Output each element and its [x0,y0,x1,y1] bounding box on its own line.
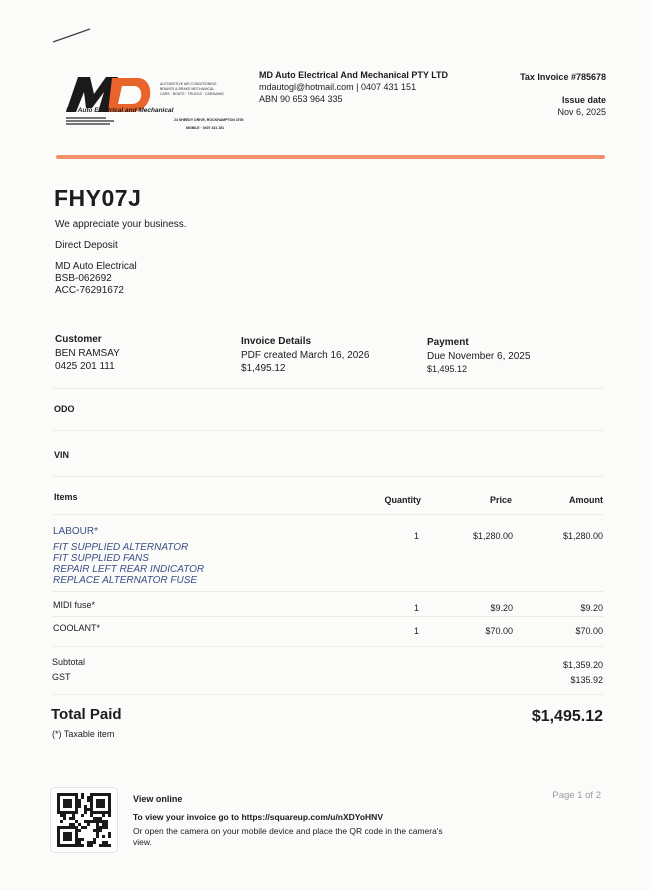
line-item-name: LABOUR* [53,526,99,537]
details-heading: Invoice Details [241,336,312,347]
divider [52,646,604,647]
col-items-header: Items [54,492,78,502]
col-price-header: Price [489,495,512,505]
issue-date-label: Issue date [561,95,606,105]
company-name: MD Auto Electrical And Mechanical PTY LTD [259,70,449,80]
line-item-qty: 1 [414,626,420,636]
qr-module [102,814,105,817]
subtotal-label: Subtotal [52,657,86,667]
line-item-qty: 1 [414,531,420,541]
divider [52,591,604,592]
qr-module [108,835,111,838]
deposit-heading: Direct Deposit [55,240,118,251]
header-divider [56,155,605,159]
line-item-notes [53,542,204,586]
qr-module [63,817,66,820]
divider [52,388,604,389]
logo-address: 24 SHEEDY DRIVE, ROCKHAMPTON 4700 [174,118,244,122]
qr-module [69,805,72,808]
line-item-amount: $70.00 [575,626,603,636]
qr-module [87,823,90,826]
qr-module [81,838,84,841]
divider [52,514,604,515]
customer-heading: Customer [55,334,102,345]
qr-module [102,835,105,838]
logo-tagline-1: AUTOMOTIVE AIR CONDITIONING [160,82,217,86]
qr-module [78,805,81,808]
divider [52,476,604,477]
line-item-amount: $9.20 [580,603,603,613]
company-logo [62,74,244,136]
total-label: Total Paid [51,706,122,723]
qr-module [96,835,99,838]
vehicle-plate: FHY07J [54,185,142,211]
details-created: PDF created March 16, 2026 [241,350,370,361]
payment-amount: $1,495.12 [427,364,468,374]
qr-module [90,844,93,847]
qr-module [60,820,63,823]
deposit-account-name: MD Auto Electrical [55,261,137,272]
logo-mobile: MOBILE · 0407 431 151 [186,126,225,130]
gst-label: GST [52,672,71,682]
deposit-acc: ACC-76291672 [55,285,124,296]
line-item-name: MIDI fuse* [53,600,96,610]
line-item-note: REPLACE ALTERNATOR FUSE [53,575,198,586]
gst-value: $135.92 [570,675,603,685]
customer-name: BEN RAMSAY [55,348,120,359]
logo-name: MD Auto Electrical and Mechanical [66,107,174,114]
logo-fineprint [66,116,116,128]
line-item-price: $1,280.00 [472,531,513,541]
qr-module [99,829,102,832]
qr-module [81,814,84,817]
company-contact: mdautogl@hotmail.com | 0407 431 151 [259,82,417,92]
qr-module [108,814,111,817]
page-number: Page 1 of 2 [552,790,601,801]
logo-tagline-2: BRAKES & BRAKE MECHANICAL [160,87,215,91]
payment-heading: Payment [427,337,469,348]
qr-module [102,805,105,808]
qr-module [108,844,111,847]
line-item-note: FIT SUPPLIED FANS [53,553,149,564]
qr-module [78,829,81,832]
line-item-price: $70.00 [485,626,513,636]
odo-label: ODO [54,404,75,414]
line-item-note: REPAIR LEFT REAR INDICATOR [53,564,205,575]
subtotal-value: $1,359.20 [562,660,603,670]
deposit-bsb: BSB-062692 [55,273,112,284]
line-item-name: COOLANT* [53,623,101,633]
line-item-price: $9.20 [490,603,513,613]
line-item-amount: $1,280.00 [562,531,603,541]
thanks-note: We appreciate your business. [55,219,187,230]
company-abn: ABN 90 653 964 335 [259,94,343,104]
logo-tagline-3: CARS · BOATS · TRUCKS · CARAVANS [160,92,224,96]
customer-phone: 0425 201 111 [55,361,115,372]
details-amount: $1,495.12 [241,363,286,374]
total-value: $1,495.12 [531,708,603,725]
qr-module [105,826,108,829]
line-item-note: FIT SUPPLIED ALTERNATOR [53,542,189,553]
qr-module [84,826,87,829]
divider [52,616,604,617]
qr-module [81,844,84,847]
view-online-heading: View online [133,794,183,804]
qr-module [93,841,96,844]
qr-module [69,838,72,841]
divider [52,430,604,431]
qr-module [75,811,78,814]
issue-date: Nov 6, 2025 [557,107,606,117]
qr-module [84,811,87,814]
vin-label: VIN [54,450,70,460]
qr-code [50,787,118,853]
divider [52,694,604,695]
view-online-link[interactable]: To view your invoice go to https://squareup.com/u/nXDYoHNV [133,812,383,822]
col-amount-header: Amount [569,495,603,505]
pen-scribble [50,26,94,46]
taxable-note: (*) Taxable item [52,729,115,739]
col-quantity-header: Quantity [384,495,421,505]
payment-due: Due November 6, 2025 [427,351,531,362]
qr-module [81,796,84,799]
camera-note: Or open the camera on your mobile device and place the QR code in the camera's view. [133,826,443,847]
line-item-qty: 1 [414,603,420,613]
invoice-title: Tax Invoice #785678 [520,72,606,82]
